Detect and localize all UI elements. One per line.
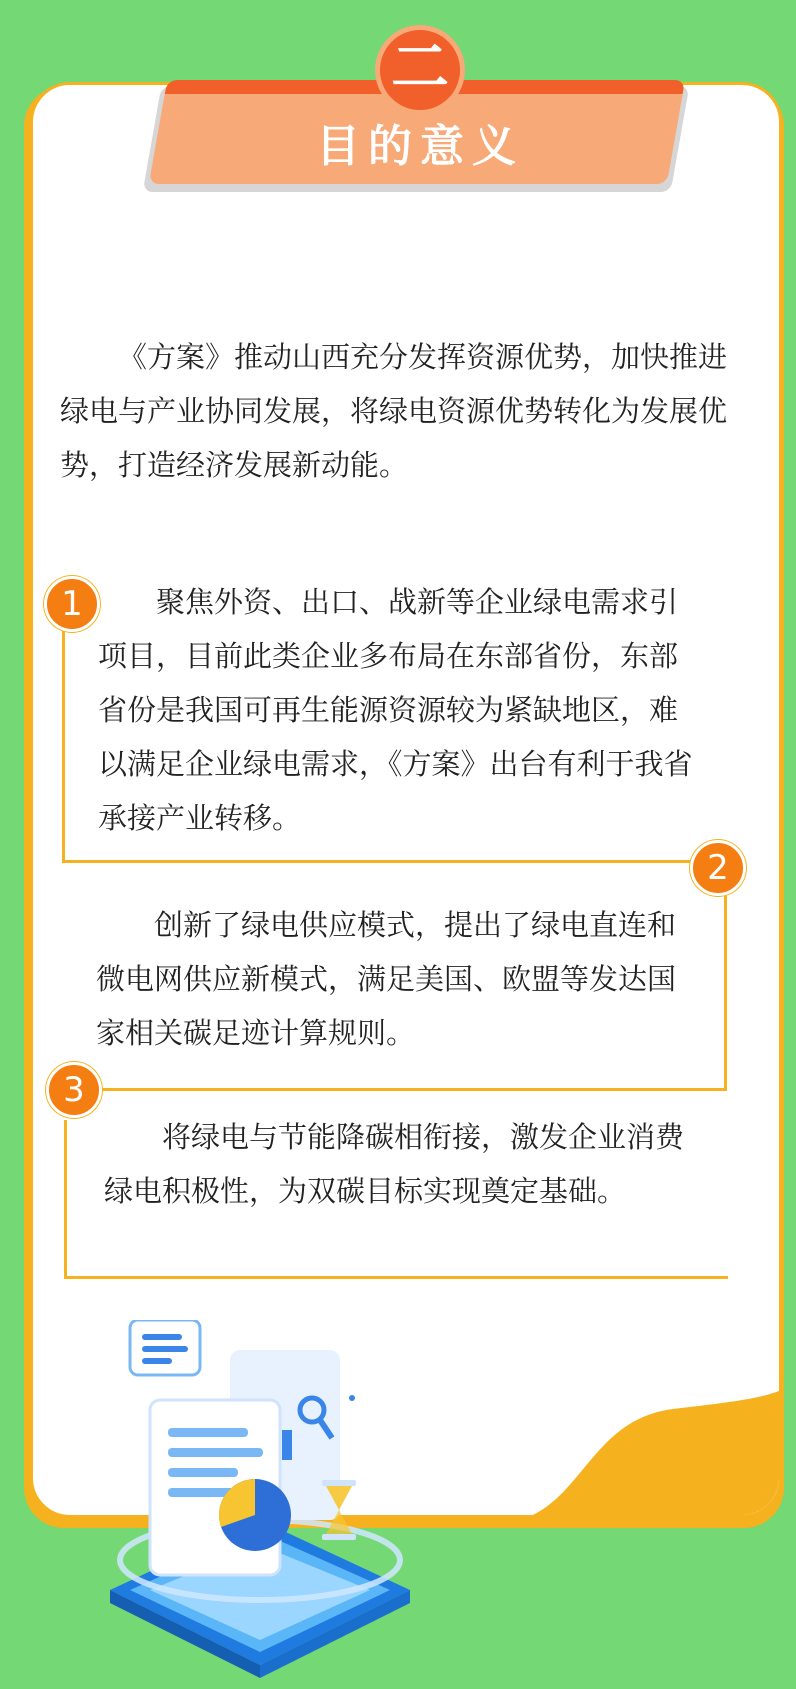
item2-frame-right [724, 895, 727, 1090]
item2-frame-bottom [66, 1088, 727, 1091]
item3-text: 将绿电与节能降碳相衔接，激发企业消费绿电积极性，为双碳目标实现奠定基础。 [104, 1120, 685, 1208]
item-badge-3: 3 [46, 1062, 102, 1118]
item1-frame-bottom [62, 860, 722, 863]
item3-frame-bottom [64, 1276, 728, 1279]
section-title: 目的意义 [316, 121, 524, 172]
corner-wave-decoration [523, 1379, 782, 1518]
item-badge-1: 1 [44, 576, 100, 632]
item1-text: 聚焦外资、出口、战新等企业绿电需求引项目，目前此类企业多布局在东部省份，东部省份是我国可再生能源资源较为紧缺地区，难以满足企业绿电需求，《方案》出台有利于我省承接产业转移。 [98, 585, 693, 835]
item-badge-2: 2 [690, 840, 746, 896]
document-chart-illustration [90, 1320, 430, 1680]
intro-paragraph: 《方案》推动山西充分发挥资源优势，加快推进绿电与产业协同发展，将绿电资源优势转化为发展优势，打造经济发展新动能。 [60, 340, 728, 482]
item1-frame-left [62, 600, 65, 862]
section-number-badge [375, 25, 465, 115]
section-number: 二 [390, 33, 449, 101]
item2-text: 创新了绿电供应模式，提出了绿电直连和微电网供应新模式，满足美国、欧盟等发达国家相关碳足迹计算规则。 [96, 908, 677, 1050]
item3-frame-left [64, 1120, 67, 1278]
